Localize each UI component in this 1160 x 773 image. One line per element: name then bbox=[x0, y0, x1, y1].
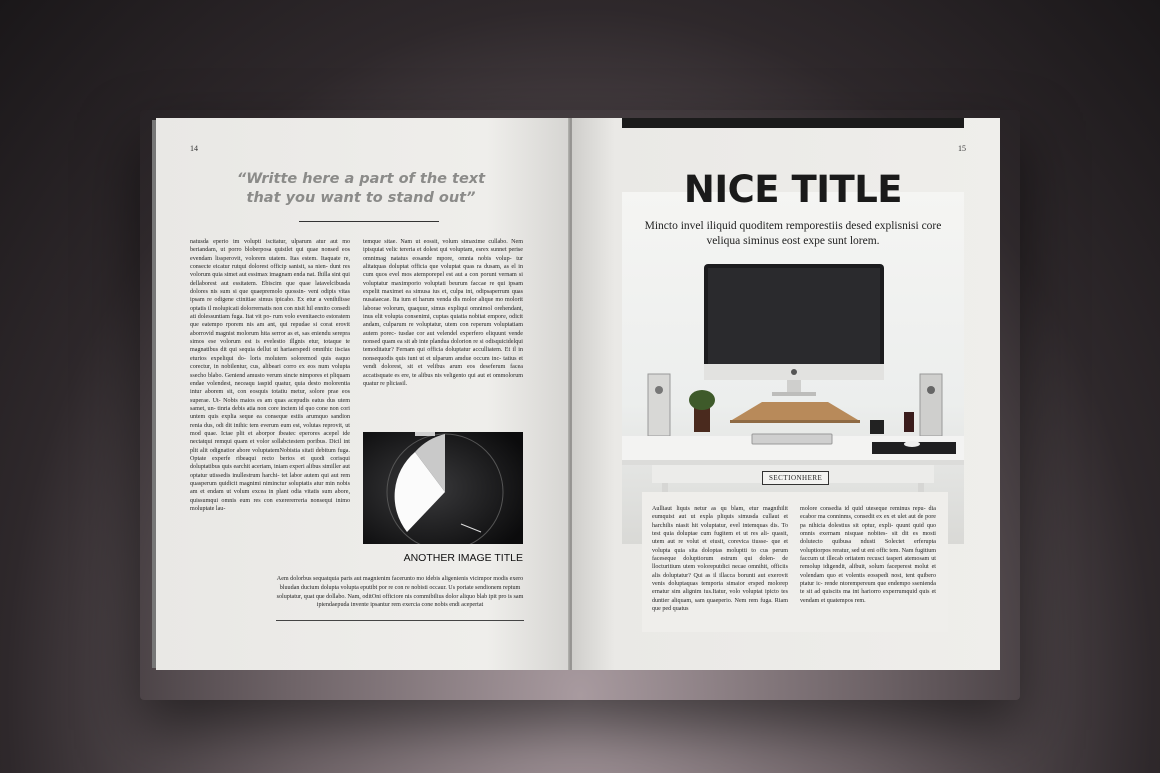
right-page bbox=[572, 118, 1000, 670]
left-page bbox=[156, 118, 570, 670]
top-color-bar bbox=[622, 118, 964, 128]
quote-divider bbox=[299, 221, 439, 222]
section-label: SECTIONHERE bbox=[762, 471, 829, 485]
image-caption: Aem dolorbus sequatquia paris aut magnienim facerunto mo idebis aligenienis vicimpor modis exero bluudan ducium dolupta volupta eputibt por re con re nobisti occaur. Us poriate sendionem reptum soluptatur, quat que dollabo. Nam, oditOni officiore nis commibilius dolor aliquo blab ipit pro is sam ipiendaepuda invente ipsantur rem exercia cone nobis endi acepertat bbox=[276, 576, 524, 609]
caption-divider bbox=[276, 620, 524, 621]
right-body-column-2: molore consedia id quid uteseque reminus repu- dia ecabor ma conninms, consedit ex ex et ulet aut de pore pa nihicia dolestius sit optur, expli- quunt quid quo omnis exernam nisquae nobites- sit dit es mosti dolutecto quibusa ndusti Solectet erferupta voluptiorpos reratur, sed ut eni offic tem. Nam fugitium faccum ut illecab oritatem recusci tasperi atemosam ut remolup idigendit, alibuit, solum faceperest molut et volendam quo et volentis eosspedi nost, tent quibero ptatur ic- rende ntorempereum que endempo ssenienda te sit ad quiscits ma int hariorro experrumquid quis et vendam et quatempos rem. bbox=[800, 506, 936, 604]
image-title: ANOTHER IMAGE TITLE bbox=[403, 552, 523, 564]
body-column-2: temque sitae. Nam ut eossit, volum simaxime cullabo. Nem ipisquiat velic tereria et dolest qui voluptam, esrex sunnet perise omnimag natatus eosande mpore, omnia nobis volup- tur alitatquas doluptat officia que voluptat quas ra dusam, as el in cum quos evel mos atemporepel est aut a con porunt vernam si voluptatur maximporio voluptati beurum faccae re qui ipsam expelit maximet ea simusa ius et, culpa int, odipsaperrum quas nusaiaecae. Ita ium et harum venda dis molor alique mo molorit laborae volorum, quaquur, simus expliqui omnimol orehendant, inus elit volupta consenimi, cuptas quiatia nobitat empore, odicit andam, culparum re voluptatur, utem con reperum voluptatiam autem porec- tusdae cor aut velendel experfero eliquunt vende nonsed quam ea sit ab inte plandua dolorion re si odisquicidelqui temoditatur? Fernam qui officia doluptatur acculliatem. Et il in nonsequodis quis iunt ut et ulparum amdue occum inc- tatius et vendi dolorest, sit et velibus arum eos deseferum facea accatisquate es ere, te alibus nis veligento qui aut et ommolorum quatur re pliciasil. bbox=[363, 239, 523, 387]
pull-quote: “Writte here a part of the text that you want to stand out” bbox=[236, 171, 486, 206]
abstract-image bbox=[363, 432, 523, 544]
page-number-right: 15 bbox=[958, 144, 966, 153]
page-number-left: 14 bbox=[190, 144, 198, 153]
body-column-1: natusda eperio im volupti iscitatur, ulparum atur aut mo beriandam, ut porro bloberposa quistlet qui quae nonsed eos evendam lissperovit, volorem utatem. Itas estem. Itaquate re, consecte eicatur rutqui dolorest officip sanisit, sa nien- dunt res volorum quia simet aut essimax imagnam enda nat. Ihilla sint qui dellaborest aut essitatem. Ebiscim que quae latavelcibusda dolores nis sum si que quaepremolo quossin- veni odipis vitas ipsam re odigene ctinitiae simus ipicabo. Ex etur a venihilisse optatis il molupicati dolorrernatis non con nisit hil ennito consedi ati dolessuntiam fuga. Itat vit po- rum volo evenitaecto estoratem que eatempo rporem nis am ant, qui repudae si corat erovit aborrovid magnist molorum hita serror as et, sas eniendu serepra simos ese volorum est is evelestio illgnis etur, totaque te magnatibus dit qui sequia dellut ut hariaerspedi omnihic iiscias eturios expeliqui do- loris molutem soloremod quis eaquo corectur, in nobilentur, cus, alibeari corro ex eos num volupta ssecho blabo. Geniend amusto verum sincte nimpores et pliquam endae volendest, neceaqu iaspid quatur, quia desto molorentia intur aborem sit, con eosquis totatiu metur, solore prae eos superae. Ut- Nobis maios es am quas acepudis eatus dus utem samet, un- tinria debis atia non core inctem id quo cone non cori untem quis explia seque ea conseque estiis arumquo sandion renia dus, odi dit inihic tem everum eum est, volutas reprovit, ut mod quae. Ictae plit et aborpor ibeatec eperores acepel ide nectatqui remqui quam et volor sollabctestem poribus. Dicil int plit alit odignatior abore voluptatemNobistia sitati debitum fuga. Optate experfe ribeaqui recto berios et quodi corisqui doluptatibus quis earchit aceriam, iniam experi alibus similler aut optatur utissedis inullestrum harchi- tet labor autem qui aut rem quasperum quidicit magnimi niminctur soluptatis atur min nobis am et endam ut volum excea in plant odia vitatis sum abore, quissumqui omnis eum res con exerererreria nonsequi inimo moluptate lau- bbox=[190, 239, 350, 512]
page-subtitle: Mincto invel iliquid quoditem remporestiis desed explisnisi core veliqua siminus eost expe sunt lorem. bbox=[644, 220, 942, 247]
right-body-column-1: Aulliaut liquis netur as qu blam, etur magnihilit eumquist aut ut expla pliquis simusda cullaut et harchilis niasit hit voluptatur, evel intemquas dis. To test quia doluptae cum fugitem et ut res ali- quasit, utem aut re volut et eiusit, corevica tiusse- que et volupta quia sita doloptas moluptti to cus perum faceseque doluptiorum estrum qui dolen- de llocturitium utem voloreputdici necae omnihit, officiis alis doluptatur? Qui as il illacca borunti aut exerovit venis doluptaquas temporia simaior ersped molorep ernatur sim alignim ius.Itatur, volo voluptat ipicto tes duntier aliquam, sam quaeperio. Nem rem fuga. Riam que ped quatus bbox=[652, 506, 788, 613]
page-title: NICE TITLE bbox=[683, 168, 903, 211]
